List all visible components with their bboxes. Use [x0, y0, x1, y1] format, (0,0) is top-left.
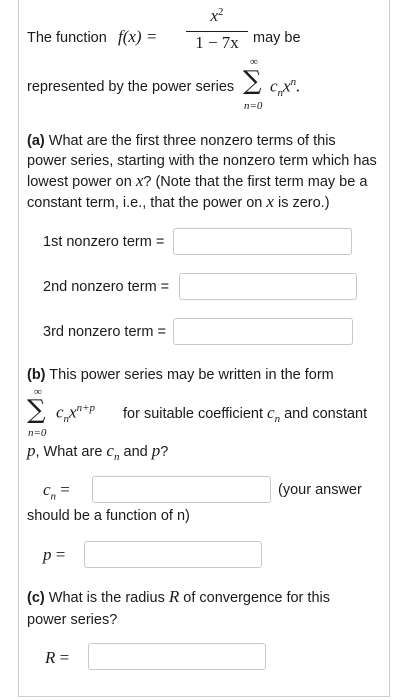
fraction-numerator: $x^2$: [210, 6, 224, 25]
b-summation-icon: ∑: [27, 395, 46, 425]
r-label: R =: [45, 648, 70, 667]
term1-input[interactable]: [173, 228, 352, 255]
summation-icon: ∑: [243, 66, 262, 96]
intro-lead: The function: [27, 30, 107, 46]
b-sum-lower-limit: n=0: [28, 427, 47, 439]
sum-lower-limit: n=0: [244, 100, 263, 112]
cn-label: $c_n$ =: [43, 480, 70, 503]
intro-line2: represented by the power series: [27, 79, 235, 95]
fraction-bar: [186, 31, 248, 32]
cn-note-2: should be a function of n): [27, 508, 190, 524]
cn-input[interactable]: [92, 476, 271, 503]
intro-tail: may be: [253, 30, 301, 46]
part-b-intro: (b) This power series may be written in the form: [27, 367, 334, 383]
part-c-text: (c) What is the radius R of convergence for this power series?: [27, 587, 330, 628]
part-b-text-2: for suitable coefficient $c_n$ and constant: [123, 403, 368, 425]
r-input[interactable]: [88, 643, 266, 670]
sum-term: $c_nx^n$.: [270, 76, 301, 100]
term3-label: 3rd nonzero term =: [43, 324, 166, 340]
term3-input[interactable]: [173, 318, 353, 345]
part-a-text: (a) What are the first three nonzero terms of this power series, starting with the nonzero term which has lowest power on x? (Note that the first term may be a constant term, i.e., that the power on x is zero.): [27, 133, 377, 211]
part-b-text-4: p, What are $c_n$ and p?: [27, 441, 169, 463]
term2-input[interactable]: [179, 273, 357, 300]
function-lhs: f(x) =: [118, 27, 158, 46]
p-label: p =: [43, 545, 66, 564]
term2-label: 2nd nonzero term =: [43, 279, 170, 295]
term1-label: 1st nonzero term =: [43, 234, 165, 250]
p-input[interactable]: [84, 541, 262, 568]
b-sum-upper-limit: ∞: [34, 386, 42, 398]
b-sum-term: $c_nx^{n+p}$: [56, 402, 96, 426]
cn-note-1: (your answer: [278, 482, 362, 498]
fraction-denominator: 1 − 7x: [195, 33, 239, 52]
sum-upper-limit: ∞: [250, 56, 258, 68]
